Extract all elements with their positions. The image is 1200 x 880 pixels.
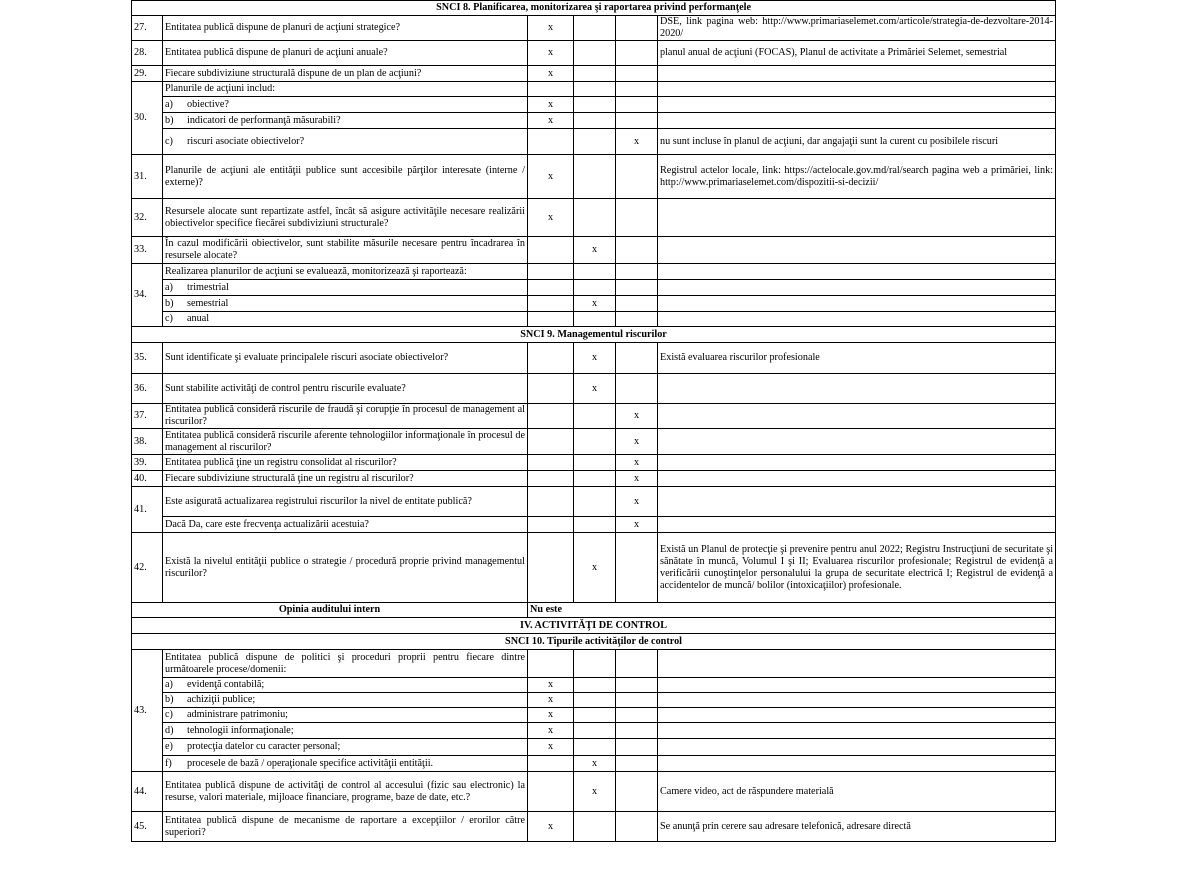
question-number: 28. [132, 41, 163, 66]
answer-nu-cell [574, 280, 616, 296]
answer-na-cell: x [616, 455, 658, 471]
question-number: 45. [132, 812, 163, 842]
answer-na-cell [616, 41, 658, 66]
table-row [132, 264, 1056, 280]
answer-nu-cell [574, 723, 616, 739]
question-text: Entitatea publică ţine un registru consolidat al riscurilor? [163, 455, 528, 471]
table-row [132, 374, 1056, 404]
answer-nu-cell [574, 693, 616, 708]
question-text: Fiecare subdiviziune structurală ţine un registru al riscurilor? [163, 471, 528, 487]
answer-da-cell [528, 343, 574, 374]
answer-na-cell [616, 756, 658, 772]
table-row [132, 471, 1056, 487]
comment-cell [658, 455, 1056, 471]
question-number: 31. [132, 155, 163, 199]
answer-nu-cell: x [574, 296, 616, 312]
sub-item-text: administrare patrimoniu; [187, 709, 288, 720]
answer-da-cell [528, 129, 574, 155]
question-number: 35. [132, 343, 163, 374]
answer-da-cell [528, 772, 574, 812]
comment-cell [658, 97, 1056, 113]
question-text: Entitatea publică consideră riscurile de fraudă şi corupţie în procesul de management al riscurilor? [163, 404, 528, 429]
question-text: Entitatea publică dispune de planuri de acţiuni anuale? [163, 41, 528, 66]
sub-item-letter: c) [165, 135, 173, 147]
sub-item-text: riscuri asociate obiectivelor? [187, 135, 305, 147]
section-header-row [132, 634, 1056, 650]
answer-nu-cell [574, 487, 616, 517]
question-text: Entitatea publică dispune de planuri de acţiuni strategice? [163, 16, 528, 41]
answer-nu-cell [574, 264, 616, 280]
answer-nu-cell: x [574, 772, 616, 812]
sub-item-text: anual [187, 313, 210, 324]
section-title: SNCI 8. Planificarea, monitorizarea şi raportarea privind performanţele [132, 1, 1056, 16]
sub-item-text: obiective? [187, 98, 229, 110]
comment-cell [658, 429, 1056, 455]
question-text: Este asigurată actualizarea registrului riscurilor la nivel de entitate publică? [163, 487, 528, 517]
table-row [132, 16, 1056, 41]
answer-na-cell: x [616, 517, 658, 533]
table-row [132, 237, 1056, 264]
answer-da-cell: x [528, 66, 574, 82]
question-text: Resursele alocate sunt repartizate astfel, încât să asigure activităţile necesare realizării obiectivelor specifice fiecărei subdiviziuni structurale? [163, 199, 528, 237]
answer-da-cell: x [528, 739, 574, 756]
answer-nu-cell: x [574, 237, 616, 264]
table-row [132, 429, 1056, 455]
answer-nu-cell: x [574, 756, 616, 772]
answer-nu-cell: x [574, 343, 616, 374]
sub-item-cell [163, 280, 528, 296]
question-text: În cazul modificării obiectivelor, sunt stabilite măsurile necesare pentru încadrarea în resursele alocate? [163, 237, 528, 264]
comment-cell: planul anual de acţiuni (FOCAS), Planul de activitate a Primăriei Selemet, semestrial [658, 41, 1056, 66]
answer-na-cell [616, 264, 658, 280]
comment-cell [658, 693, 1056, 708]
table-row [132, 41, 1056, 66]
answer-na-cell [616, 723, 658, 739]
sub-item-text: tehnologii informaţionale; [187, 724, 294, 736]
question-number: 41. [132, 487, 163, 533]
answer-na-cell [616, 533, 658, 603]
comment-cell [658, 237, 1056, 264]
sub-item-cell [163, 129, 528, 155]
answer-nu-cell [574, 155, 616, 199]
table-row [132, 812, 1056, 842]
sub-item-text: procesele de bază / operaţionale specifice activităţii entităţii. [187, 757, 434, 769]
question-number: 38. [132, 429, 163, 455]
table-row [132, 155, 1056, 199]
answer-nu-cell [574, 113, 616, 129]
comment-cell [658, 66, 1056, 82]
answer-da-cell [528, 296, 574, 312]
sub-item-row [132, 296, 1056, 312]
question-number: 43. [132, 650, 163, 772]
comment-cell [658, 739, 1056, 756]
answer-nu-cell [574, 650, 616, 678]
section-title: SNCI 9. Managementul riscurilor [132, 327, 1056, 343]
comment-cell [658, 487, 1056, 517]
sub-item-cell [163, 113, 528, 129]
question-number: 42. [132, 533, 163, 603]
comment-cell [658, 471, 1056, 487]
question-number: 40. [132, 471, 163, 487]
question-text: Sunt identificate şi evaluate principalele riscuri asociate obiectivelor? [163, 343, 528, 374]
comment-cell: DSE, link pagina web: http://www.primariaselemet.com/articole/strategia-de-dezvoltare-2014-2020/ [658, 16, 1056, 41]
sub-item-letter: b) [165, 694, 174, 705]
opinion-value: Nu este [528, 603, 1056, 618]
question-number: 27. [132, 16, 163, 41]
answer-da-cell: x [528, 113, 574, 129]
answer-da-cell [528, 82, 574, 97]
question-number: 34. [132, 264, 163, 327]
answer-da-cell [528, 455, 574, 471]
answer-nu-cell [574, 429, 616, 455]
table-row [132, 199, 1056, 237]
answer-na-cell [616, 82, 658, 97]
answer-nu-cell [574, 16, 616, 41]
answer-na-cell [616, 280, 658, 296]
comment-cell [658, 650, 1056, 678]
answer-da-cell [528, 471, 574, 487]
comment-cell [658, 374, 1056, 404]
comment-cell: nu sunt incluse în planul de acţiuni, dar angajaţii sunt la curent cu posibilele riscuri [658, 129, 1056, 155]
question-text: Sunt stabilite activităţi de control pentru riscurile evaluate? [163, 374, 528, 404]
sub-item-cell [163, 756, 528, 772]
opinion-label: Opinia auditului intern [132, 603, 528, 618]
sub-item-cell [163, 723, 528, 739]
question-number: 36. [132, 374, 163, 404]
question-text: Planurile de acţiuni ale entităţii publice sunt accesibile părţilor interesate (interne / externe)? [163, 155, 528, 199]
question-text: Entitatea publică dispune de mecanisme de raportare a excepţiilor / erorilor către superiori? [163, 812, 528, 842]
answer-da-cell: x [528, 693, 574, 708]
answer-na-cell: x [616, 487, 658, 517]
question-text: Entitatea publică consideră riscurile aferente tehnologiilor informaţionale în procesul de management al riscurilor? [163, 429, 528, 455]
answer-nu-cell: x [574, 374, 616, 404]
comment-cell [658, 708, 1056, 723]
sub-item-letter: c) [165, 313, 173, 324]
sub-item-text: semestrial [187, 297, 229, 309]
table-row [132, 455, 1056, 471]
sub-item-row [132, 129, 1056, 155]
sub-item-row [132, 517, 1056, 533]
comment-cell [658, 82, 1056, 97]
sub-item-cell [163, 312, 528, 327]
question-text: Entitatea publică dispune de politici şi proceduri proprii pentru fiecare dintre următoarele procese/domenii: [163, 650, 528, 678]
answer-na-cell [616, 772, 658, 812]
comment-cell [658, 517, 1056, 533]
sub-item-row [132, 693, 1056, 708]
sub-item-letter: a) [165, 679, 173, 690]
question-text: Realizarea planurilor de acţiuni se evaluează, monitorizează şi raportează: [163, 264, 528, 280]
comment-cell [658, 404, 1056, 429]
answer-da-cell [528, 404, 574, 429]
answer-na-cell [616, 16, 658, 41]
answer-nu-cell [574, 199, 616, 237]
sub-item-text: trimestrial [187, 281, 229, 293]
question-number: 29. [132, 66, 163, 82]
answer-na-cell [616, 739, 658, 756]
answer-na-cell [616, 296, 658, 312]
section-title: IV. ACTIVITĂŢI DE CONTROL [132, 618, 1056, 634]
answer-nu-cell [574, 517, 616, 533]
comment-cell [658, 199, 1056, 237]
sub-item-row [132, 739, 1056, 756]
comment-cell: Există evaluarea riscurilor profesionale [658, 343, 1056, 374]
answer-nu-cell [574, 66, 616, 82]
answer-na-cell [616, 199, 658, 237]
opinion-row [132, 603, 1056, 618]
answer-da-cell [528, 374, 574, 404]
question-number: 44. [132, 772, 163, 812]
answer-da-cell: x [528, 41, 574, 66]
answer-nu-cell [574, 455, 616, 471]
comment-cell [658, 312, 1056, 327]
answer-na-cell [616, 693, 658, 708]
question-text: Entitatea publică dispune de activităţi de control al accesului (fizic sau electronic) la resurse, valori materiale, mijloace financiare, programe, baze de date, etc.? [163, 772, 528, 812]
section-header-row [132, 327, 1056, 343]
question-text: Dacă Da, care este frecvenţa actualizării acestuia? [163, 517, 528, 533]
table-row [132, 404, 1056, 429]
answer-nu-cell [574, 678, 616, 693]
answer-na-cell [616, 97, 658, 113]
questionnaire-body [132, 1, 1056, 842]
answer-da-cell [528, 533, 574, 603]
question-text: Fiecare subdiviziune structurală dispune de un plan de acţiuni? [163, 66, 528, 82]
answer-na-cell [616, 374, 658, 404]
comment-cell [658, 113, 1056, 129]
table-row [132, 343, 1056, 374]
sub-item-text: protecţia datelor cu caracter personal; [187, 741, 341, 752]
question-text: Există la nivelul entităţii publice o strategie / procedură proprie privind managementul riscurilor? [163, 533, 528, 603]
answer-nu-cell [574, 812, 616, 842]
section-header-row [132, 618, 1056, 634]
sub-item-letter: b) [165, 297, 174, 309]
comment-cell: Există un Planul de protecţie şi prevenire pentru anul 2022; Registru Instrucţiuni de securitate şi sănătate în muncă, Volumul I şi II; Evaluarea riscurilor profesionale; Registrul de evidenţă a verificării cunoştinţelor personalului la grupa de securitate electrică I; Registrul de evidenţă a accidentelor de muncă/ bolilor (intoxicaţiilor) profesionale. [658, 533, 1056, 603]
answer-nu-cell: x [574, 533, 616, 603]
sub-item-row [132, 97, 1056, 113]
sub-item-row [132, 723, 1056, 739]
answer-da-cell [528, 517, 574, 533]
answer-nu-cell [574, 97, 616, 113]
comment-cell: Camere video, act de răspundere materială [658, 772, 1056, 812]
sub-item-row [132, 113, 1056, 129]
sub-item-text: evidenţă contabilă; [187, 679, 265, 690]
answer-nu-cell [574, 404, 616, 429]
answer-na-cell [616, 155, 658, 199]
answer-nu-cell [574, 312, 616, 327]
table-row [132, 66, 1056, 82]
answer-da-cell [528, 237, 574, 264]
sub-item-letter: a) [165, 281, 173, 293]
answer-na-cell [616, 650, 658, 678]
answer-na-cell [616, 708, 658, 723]
answer-na-cell: x [616, 429, 658, 455]
answer-na-cell: x [616, 404, 658, 429]
answer-da-cell: x [528, 16, 574, 41]
sub-item-row [132, 312, 1056, 327]
comment-cell [658, 296, 1056, 312]
sub-item-letter: c) [165, 709, 173, 720]
section-title: SNCI 10. Tipurile activităţilor de control [132, 634, 1056, 650]
comment-cell [658, 280, 1056, 296]
answer-da-cell: x [528, 97, 574, 113]
answer-na-cell: x [616, 129, 658, 155]
sub-item-cell [163, 97, 528, 113]
sub-item-text: indicatori de performanţă măsurabili? [187, 114, 341, 126]
answer-nu-cell [574, 708, 616, 723]
answer-na-cell: x [616, 471, 658, 487]
table-row [132, 650, 1056, 678]
answer-da-cell [528, 280, 574, 296]
sub-item-cell [163, 708, 528, 723]
sub-item-letter: b) [165, 114, 174, 126]
answer-nu-cell [574, 129, 616, 155]
table-row [132, 82, 1056, 97]
answer-da-cell: x [528, 155, 574, 199]
question-number: 32. [132, 199, 163, 237]
question-text: Planurile de acţiuni includ: [163, 82, 528, 97]
comment-cell: Se anunţă prin cerere sau adresare telefonică, adresare directă [658, 812, 1056, 842]
answer-nu-cell [574, 41, 616, 66]
sub-item-row [132, 280, 1056, 296]
sub-item-letter: f) [165, 757, 172, 769]
answer-na-cell [616, 678, 658, 693]
comment-cell: Registrul actelor locale, link: https://actelocale.gov.md/ral/search pagina web a primăriei, link: http://www.primariaselemet.com/dispozitii-si-decizii/ [658, 155, 1056, 199]
section-header-row [132, 1, 1056, 16]
sub-item-letter: a) [165, 98, 173, 110]
answer-na-cell [616, 113, 658, 129]
sub-item-letter: d) [165, 724, 174, 736]
answer-da-cell: x [528, 199, 574, 237]
answer-nu-cell [574, 82, 616, 97]
questionnaire-table [131, 0, 1056, 842]
comment-cell [658, 756, 1056, 772]
answer-na-cell [616, 812, 658, 842]
sub-item-cell [163, 739, 528, 756]
sub-item-cell [163, 296, 528, 312]
table-row [132, 533, 1056, 603]
answer-da-cell [528, 264, 574, 280]
sub-item-row [132, 678, 1056, 693]
sub-item-row [132, 756, 1056, 772]
answer-na-cell [616, 66, 658, 82]
sub-item-text: achiziţii publice; [187, 694, 256, 705]
question-number: 33. [132, 237, 163, 264]
answer-da-cell [528, 487, 574, 517]
answer-da-cell: x [528, 812, 574, 842]
answer-na-cell [616, 237, 658, 264]
comment-cell [658, 678, 1056, 693]
answer-da-cell [528, 756, 574, 772]
answer-da-cell: x [528, 723, 574, 739]
sub-item-cell [163, 678, 528, 693]
comment-cell [658, 264, 1056, 280]
questionnaire-page [131, 0, 1055, 842]
answer-da-cell: x [528, 708, 574, 723]
answer-da-cell: x [528, 678, 574, 693]
answer-da-cell [528, 429, 574, 455]
comment-cell [658, 723, 1056, 739]
answer-da-cell [528, 650, 574, 678]
sub-item-letter: e) [165, 741, 173, 752]
answer-nu-cell [574, 739, 616, 756]
question-number: 30. [132, 82, 163, 155]
question-number: 39. [132, 455, 163, 471]
table-row [132, 487, 1056, 517]
sub-item-cell [163, 693, 528, 708]
answer-na-cell [616, 343, 658, 374]
table-row [132, 772, 1056, 812]
question-number: 37. [132, 404, 163, 429]
sub-item-row [132, 708, 1056, 723]
answer-da-cell [528, 312, 574, 327]
answer-nu-cell [574, 471, 616, 487]
answer-na-cell [616, 312, 658, 327]
